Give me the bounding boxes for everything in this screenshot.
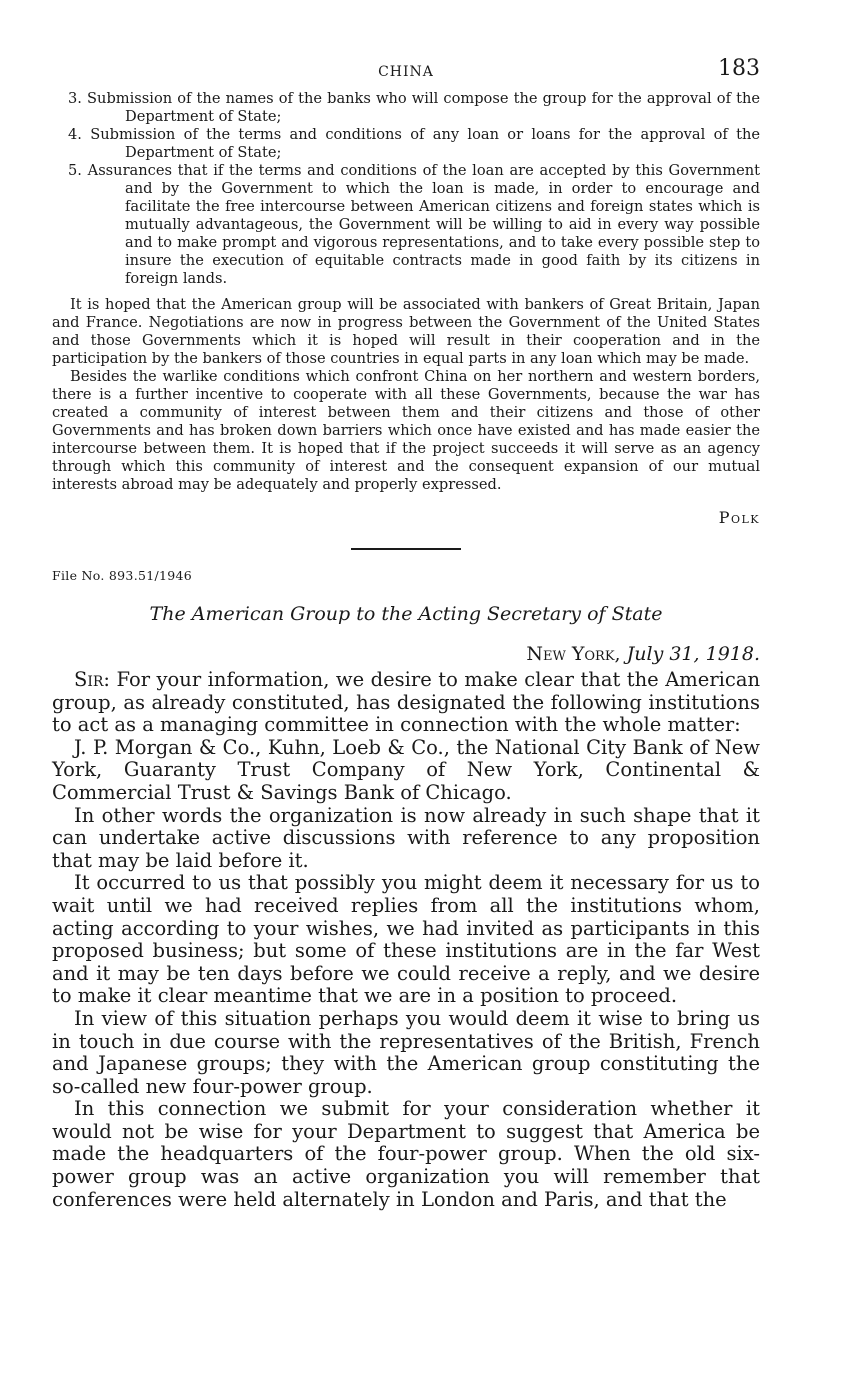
letter-paragraph <box>52 669 760 737</box>
section-divider <box>351 548 461 550</box>
letter-body <box>52 669 760 1211</box>
running-header <box>52 56 760 90</box>
conditions-list <box>52 90 760 288</box>
letter-paragraph: In this connection we submit for your consideration whether it would not be wise for your Department to suggest that America be made the headquarters of the four-power group. When the old six-power group was an active organization you will remember that conferences were held alternately in London and Paris, and that the <box>52 1097 760 1211</box>
body-paragraph: Besides the warlike conditions which confront China on her northern and western borders, there is a further incentive to cooperate with all these Governments, because the war has created a community of interest between them and their citizens and those of other Governments and has broken down barriers which once have existed and has made easier the intercourse between them. It is hoped that if the project succeeds it will serve as an agency through which this community of interest and the consequent expansion of our mutual interests abroad may be adequately and properly expressed. <box>52 368 760 493</box>
page-number: 183 <box>718 56 760 81</box>
signature: Polk <box>718 508 760 527</box>
running-title: CHINA <box>378 64 434 80</box>
condition-item: 3. Submission of the names of the banks who will compose the group for the approval of the Department of State; <box>68 90 760 125</box>
dateline <box>52 643 760 665</box>
body-paragraph: It is hoped that the American group will be associated with bankers of Great Britain, Japan and France. Negotiations are now in progress between the Government of the United States and those Governments which it is hoped will result in their cooperation and in the participation by the bankers of those countries in equal parts in any loan which may be made. <box>52 296 760 367</box>
document-title: The American Group to the Acting Secretary of State <box>149 603 663 625</box>
letter-paragraph-text: For your information, we desire to make clear that the American group, as already constituted, has designated the following institutions to act as a managing committee in connection with the whole matter: <box>52 668 760 737</box>
condition-item: 4. Submission of the terms and conditions of any loan or loans for the approval of the Department of State; <box>68 126 760 161</box>
letter-paragraph: In other words the organization is now already in such shape that it can undertake active discussions with reference to any proposition that may be laid before it. <box>52 803 760 872</box>
document-page <box>52 56 760 1211</box>
condition-item: 5. Assurances that if the terms and conditions of the loan are accepted by this Government and by the Government to which the loan is made, in order to encourage and facilitate the free intercourse between American citizens and foreign states which is mutually advantageous, the Government will be willing to aid in every way possible and to make prompt and vigorous representations, and to take every possible step to insure the execution of equitable contracts made in good faith by its citizens in foreign lands. <box>68 162 760 287</box>
dateline-place: New York, <box>526 643 621 665</box>
dateline-date: July 31, 1918. <box>626 643 760 665</box>
file-number: File No. 893.51/1946 <box>52 568 192 583</box>
letter-paragraph: J. P. Morgan & Co., Kuhn, Loeb & Co., the National City Bank of New York, Guaranty Trust Company of New York, Continental & Commercial Trust & Savings Bank of Chicago. <box>52 735 760 804</box>
salutation: Sir: <box>74 668 110 691</box>
telegram-body <box>52 90 760 494</box>
letter-paragraph: In view of this situation perhaps you would deem it wise to bring us in touch in due course with the representatives of the British, French and Japanese groups; they with the American group constituting the so-called new four-power group. <box>52 1006 760 1098</box>
letter-paragraph: It occurred to us that possibly you might deem it necessary for us to wait until we had received replies from all the institutions whom, acting according to your wishes, we had invited as participants in this proposed business; but some of these institutions are in the far West and it may be ten days before we could receive a reply, and we desire to make it clear meantime that we are in a position to proceed. <box>52 871 760 1008</box>
